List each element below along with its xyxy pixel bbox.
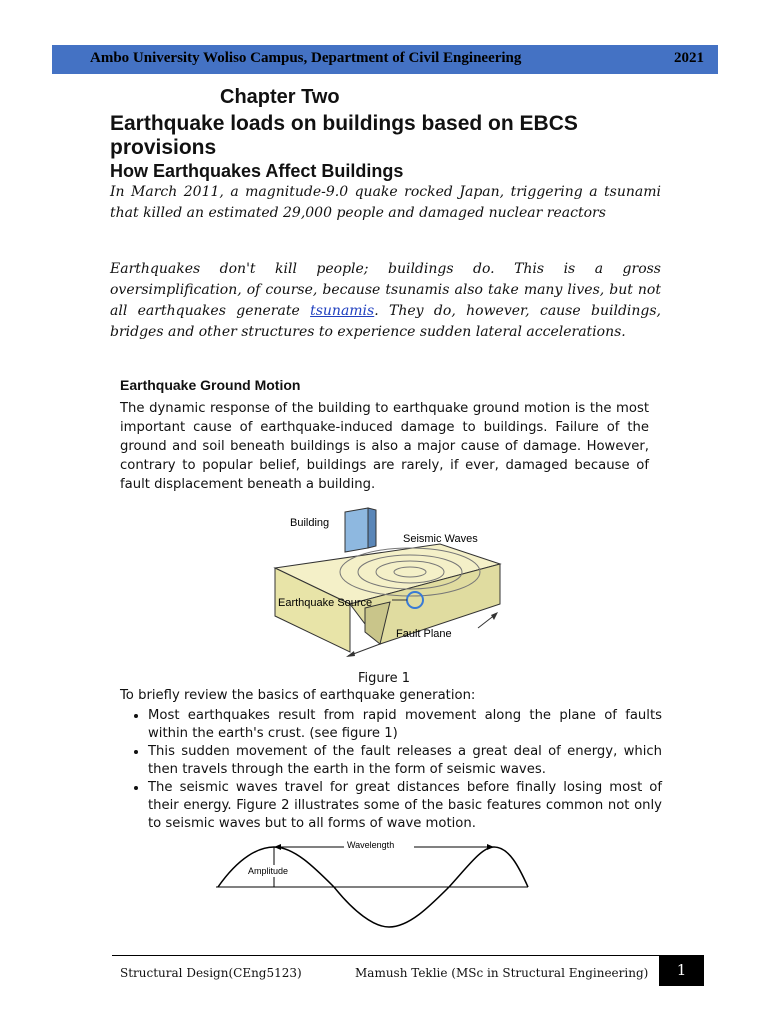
page-subtitle: How Earthquakes Affect Buildings	[110, 161, 404, 181]
tsunamis-link[interactable]: tsunamis	[310, 303, 375, 319]
page-title: Earthquake loads on buildings based on EBCS provisions	[110, 112, 578, 159]
section-paragraph: The dynamic response of the building to earthquake ground motion is the most important cause of earthquake-induced damage to buildings. Failure of the ground and soil beneath buildings is also a major cause of damage. However, contrary to popular belief, buildings are rarely, if ever, damaged because of fault displacement beneath a building.	[120, 401, 649, 492]
label-earthquake-source: Earthquake Source	[278, 597, 373, 609]
header-year: 2021	[674, 50, 704, 66]
figure-2-wave-diagram	[214, 837, 530, 930]
header-bar	[52, 45, 718, 74]
review-intro: To briefly review the basics of earthquake generation:	[120, 688, 476, 703]
bullet-list	[120, 707, 662, 833]
intro-paragraph-1: In March 2011, a magnitude-9.0 quake rocked Japan, triggering a tsunami that killed an estimated 29,000 people and damaged nuclear reactors	[110, 184, 661, 221]
chapter-heading: Chapter Two	[220, 86, 340, 108]
intro-paragraph-2	[110, 259, 661, 343]
amplitude-label: Amplitude	[248, 866, 289, 876]
footer-course: Structural Design(CEng5123)	[120, 966, 302, 980]
figure-1-diagram	[270, 504, 505, 664]
wavelength-arrowhead-right	[487, 844, 494, 850]
label-seismic-waves: Seismic Waves	[403, 533, 478, 545]
wavelength-arrowhead-left	[274, 844, 281, 850]
header-institution: Ambo University Woliso Campus, Department of Civil Engineering	[90, 50, 522, 66]
footer-divider	[112, 955, 704, 956]
intro-text-after: . They do, however, cause buildings, bridges and other structures to experience sudden lateral accelerations.	[110, 303, 661, 340]
label-building: Building	[290, 517, 330, 529]
list-item: • This sudden movement of the fault releases a great deal of energy, which then travels through the earth in the form of seismic waves.	[148, 743, 662, 779]
list-item: • The seismic waves travel for great distances before finally losing most of their energy. Figure 2 illustrates some of the basic features common not only to seismic waves but to all forms of wave motion.	[148, 779, 662, 833]
motion-arrowhead-right	[491, 612, 498, 620]
intro-text-before: Earthquakes don't kill people; buildings do. This is a gross oversimplification, of course, because tsunamis also take many lives, but not all earthquakes generate	[110, 261, 661, 319]
footer-author: Mamush Teklie (MSc in Structural Engineering)	[355, 966, 649, 980]
wavelength-label: Wavelength	[347, 840, 395, 850]
section-heading: Earthquake Ground Motion	[120, 377, 301, 393]
figure-1-caption: Figure 1	[357, 671, 411, 686]
label-fault-plane: Fault Plane	[396, 628, 452, 640]
building-shape	[345, 508, 368, 552]
page-number: 1	[659, 955, 704, 986]
building-side	[368, 508, 376, 548]
list-item: • Most earthquakes result from rapid movement along the plane of faults within the earth's crust. (see figure 1)	[148, 707, 662, 743]
